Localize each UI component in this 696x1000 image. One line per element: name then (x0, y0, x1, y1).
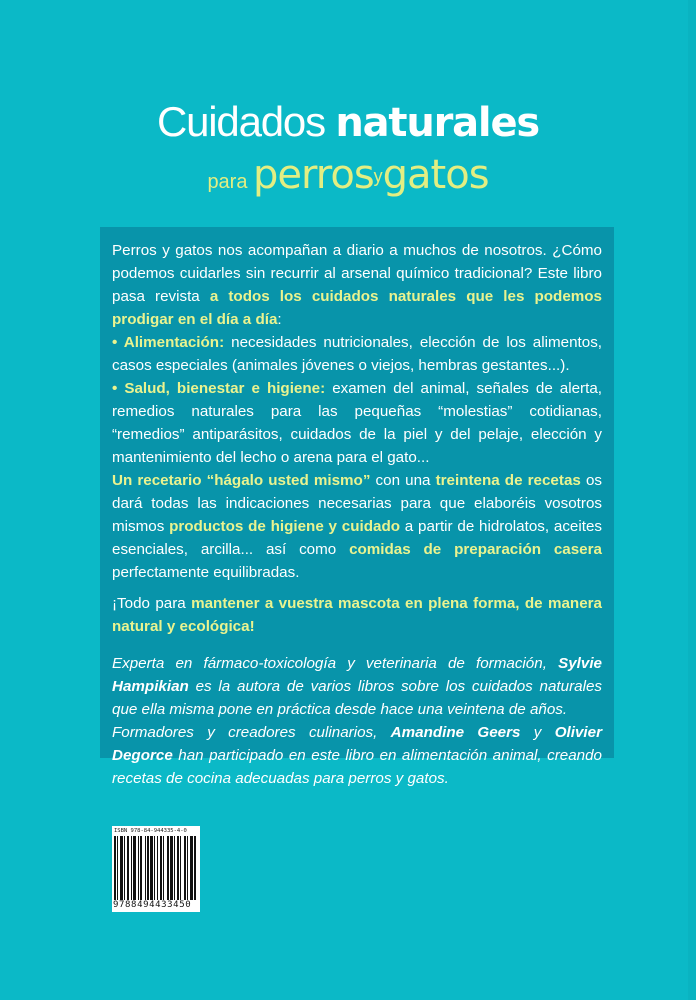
title-naturales: naturales (335, 100, 539, 146)
subtitle-perros: perros (253, 152, 374, 198)
closing-highlight: mantener a vuestra mascota en plena forma, de manera natural y ecológica! (112, 595, 602, 635)
recetario-paragraph (112, 469, 602, 584)
intro-highlight: a todos los cuidados naturales que les podemos prodigar en el día a día (112, 288, 602, 328)
book-subtitle (0, 150, 696, 208)
recetario-highlight: Un recetario “hágalo usted mismo” (112, 472, 371, 489)
blurb-intro (112, 239, 602, 331)
blurb-box (100, 227, 614, 787)
author-bio (112, 652, 602, 721)
comidas-highlight: comidas de preparación casera (349, 541, 602, 558)
author-name: Sylvie Hampikian (112, 655, 602, 695)
recetario-text-d: perfectamente equilibradas. (112, 564, 300, 581)
closing-paragraph (112, 592, 602, 638)
bullet-salud-text: examen del animal, señales de alerta, remedios naturales para las pequeñas “molestias” cotidianas, “remedios” antiparásitos, cuidados de la piel y del pelaje, elección y mantenimiento del lecho o arena para el gato... (112, 380, 602, 466)
recetario-text-a: con una (370, 472, 436, 489)
contributors-text: Formadores y creadores culinarios, (112, 724, 391, 741)
bullet-alimentacion (112, 331, 602, 377)
intro-colon: : (277, 311, 282, 328)
book-title (0, 97, 696, 148)
recetario-text-b: os dará todas las indicaciones necesarias para que elaboréis vosotros mismos (112, 472, 602, 535)
bullet-salud (112, 377, 602, 469)
bullet-alimentacion-label: • Alimentación: (112, 334, 225, 351)
closing-text: ¡Todo para (112, 595, 192, 612)
contributors-bio (112, 721, 602, 790)
intro-text: Perros y gatos nos acompañan a diario a muchos de nosotros. ¿Cómo podemos cuidarles sin recurrir al arsenal químico tradicional? Este libro pasa revista (112, 242, 602, 305)
author-bio-text: Experta en fármaco-toxicología y veterinaria de formación, (112, 655, 559, 672)
spacer (112, 584, 602, 592)
productos-highlight: productos de higiene y cuidado (169, 518, 400, 535)
spacer (112, 638, 602, 652)
isbn-digits: 9788494433450 (113, 900, 192, 910)
subtitle-para: para (207, 171, 254, 193)
bullet-alimentacion-text: necesidades nutricionales, elección de los alimentos, casos especiales (animales jóvenes o viejos, hembras gestantes...). (112, 334, 603, 374)
contributors-rest: han participado en este libro en alimentación animal, creando recetas de cocina adecuadas para perros y gatos. (112, 747, 602, 787)
contributor-name-2: Olivier Degorce (112, 724, 602, 764)
title-cuidados: Cuidados (157, 98, 336, 145)
barcode-bars (114, 836, 198, 900)
treintena-highlight: treintena de recetas (435, 472, 581, 489)
subtitle-y: y (373, 166, 383, 186)
recetario-text-c: a partir de hidrolatos, aceites esenciales, arcilla... así como (112, 518, 603, 558)
isbn-label: ISBN 978-84-944335-4-0 (114, 828, 187, 834)
contributor-name-1: Amandine Geers (390, 724, 521, 741)
contributors-and: y (520, 724, 555, 741)
isbn-barcode (112, 826, 200, 912)
subtitle-gatos: gatos (382, 152, 489, 198)
bullet-salud-label: • Salud, bienestar e higiene: (112, 380, 326, 397)
author-bio-rest: es la autora de varios libros sobre los cuidados naturales que ella misma pone en práctica desde hace una veintena de años. (112, 678, 602, 718)
